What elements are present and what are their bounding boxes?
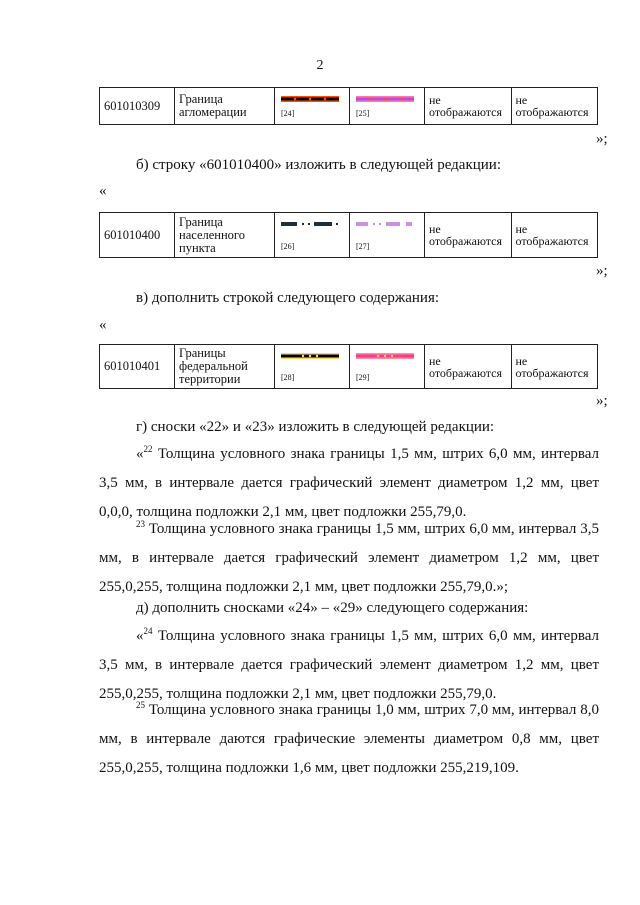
closing-quote: »; [596,393,608,409]
footnote-ref: [25] [356,109,370,118]
footnote-prefix: « [136,628,144,644]
footnote-number: 24 [143,626,153,636]
boundary-symbol-dark-dashed [281,221,339,227]
code-cell: 601010309 [100,88,175,125]
symbol-cell [275,213,350,258]
opening-quote: « [99,183,107,199]
symbol-cell [350,88,425,125]
footnote-text: Толщина условного знака границы 1,5 мм, штрих 6,0 мм, интервал 3,5 мм, в интервале дается графический элемент диаметром 1,2 мм, цвет 255,0,255, толщина подложки 2,1 мм, цвет подложки 255,79,0.»; [99,521,599,595]
footnote-text: Толщина условного знака границы 1,0 мм, штрих 7,0 мм, интервал 8,0 мм, в интервале даются графические элементы диаметром 0,8 мм, цвет 255,0,255, толщина подложки 1,6 мм, цвет подложки 255,219,109. [99,702,599,776]
closing-quote: »; [596,263,608,279]
name-cell: Граница агломерации [175,88,275,125]
code-cell: 601010400 [100,213,175,258]
not-displayed-cell: не отображаются [425,213,512,258]
instruction-d: д) дополнить сносками «24» – «29» следующего содержания: [136,600,529,616]
footnote-number: 25 [136,700,145,710]
page-number: 2 [316,58,324,73]
code-cell: 601010401 [100,345,175,389]
footnote-ref: [24] [281,109,295,118]
not-displayed-cell: не отображаются [511,88,598,125]
boundary-symbol-black-on-yellow [281,353,339,359]
instruction-g: г) сноски «22» и «23» изложить в следующей редакции: [136,419,495,435]
table-row-601010400 [99,212,598,258]
footnote-25 [99,696,599,783]
footnote-22 [99,440,599,527]
boundary-symbol-violet-dashed [356,221,414,227]
table-row-601010401 [99,344,598,389]
table-row-601010309 [99,87,598,125]
footnote-ref: [27] [356,242,370,251]
footnote-text: Толщина условного знака границы 1,5 мм, штрих 6,0 мм, интервал 3,5 мм, в интервале дается графический элемент диаметром 1,2 мм, цвет 0,0,0, толщина подложки 2,1 мм, цвет подложки 255,79,0. [99,446,599,520]
footnote-text: Толщина условного знака границы 1,5 мм, штрих 6,0 мм, интервал 3,5 мм, в интервале дается графический элемент диаметром 1,2 мм, цвет 255,0,255, толщина подложки 2,1 мм, цвет подложки 255,79,0. [99,628,599,702]
opening-quote: « [99,317,107,333]
not-displayed-cell: не отображаются [511,345,598,389]
footnote-ref: [29] [356,373,370,382]
not-displayed-cell: не отображаются [425,88,512,125]
boundary-symbol-magenta-on-yellow [356,353,414,359]
not-displayed-cell: не отображаются [511,213,598,258]
instruction-v: в) дополнить строкой следующего содержания: [136,290,440,306]
instruction-b: б) строку «601010400» изложить в следующей редакции: [136,157,501,173]
footnote-ref: [26] [281,242,295,251]
symbol-cell [350,345,425,389]
symbol-cell [275,345,350,389]
name-cell: Граница населенного пункта [175,213,275,258]
symbol-cell [275,88,350,125]
footnote-number: 22 [143,444,153,454]
name-cell: Границы федеральной территории [175,345,275,389]
footnote-23 [99,515,599,602]
footnote-number: 23 [136,519,145,529]
closing-quote: »; [596,131,608,147]
boundary-symbol-magenta-on-orange [356,96,414,102]
footnote-prefix: « [136,446,144,462]
footnote-ref: [28] [281,373,295,382]
not-displayed-cell: не отображаются [425,345,512,389]
symbol-cell [350,213,425,258]
boundary-symbol-black-on-orange [281,96,339,102]
